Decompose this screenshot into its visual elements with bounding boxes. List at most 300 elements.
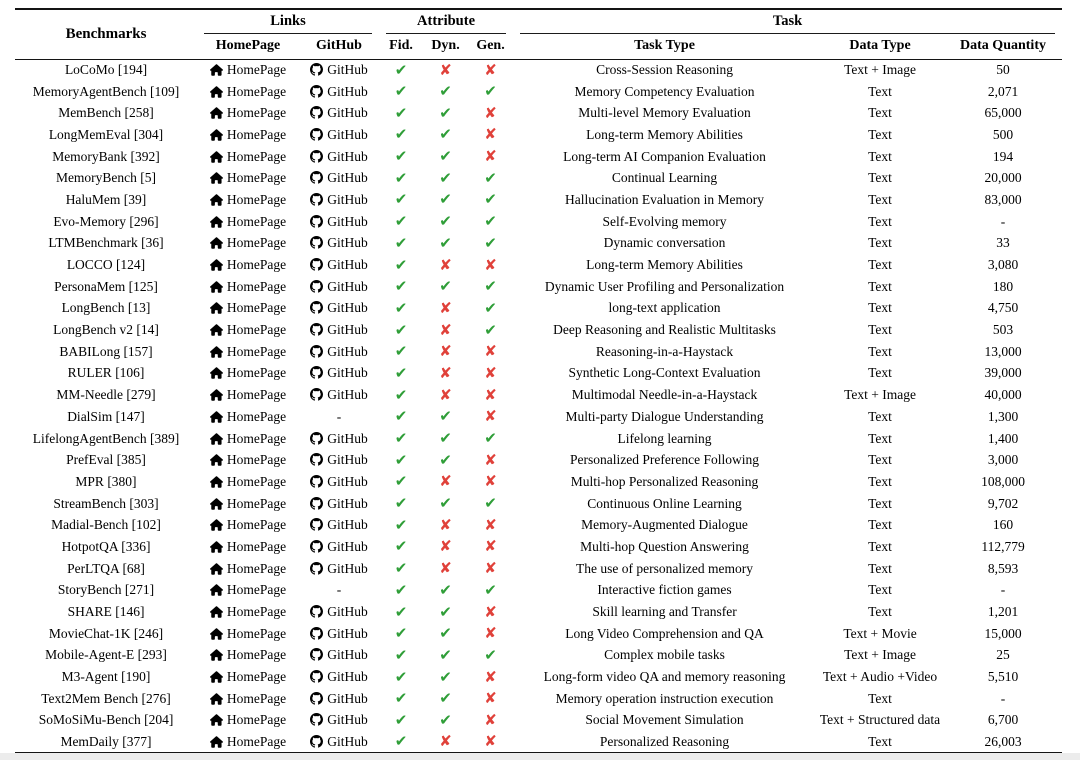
homepage-cell [197, 493, 299, 515]
homepage-link[interactable] [210, 474, 286, 489]
github-cell [299, 471, 379, 493]
data-quantity: 500 [992, 126, 1014, 142]
fid-mark-check: ✔ [394, 689, 408, 708]
github-link[interactable] [310, 62, 368, 77]
homepage-cell [197, 124, 299, 146]
github-link[interactable] [310, 387, 368, 402]
fid-mark-check: ✔ [394, 125, 408, 144]
homepage-link-label: HomePage [226, 213, 287, 229]
benchmark-name: MemDaily [377] [60, 733, 152, 749]
home-icon [210, 237, 223, 249]
home-icon [210, 476, 223, 488]
homepage-link[interactable] [210, 561, 286, 576]
github-link-label: GitHub [327, 191, 368, 207]
data-quantity: 3,000 [987, 452, 1019, 468]
task-type: Long-term Memory Abilities [586, 126, 743, 142]
table-row [15, 688, 1062, 710]
data-quantity: 65,000 [984, 105, 1022, 121]
github-icon [310, 518, 323, 531]
benchmark-name: LoCoMo [194] [64, 62, 148, 78]
page-bottom-edge [0, 753, 1080, 760]
homepage-link[interactable] [210, 257, 286, 272]
gen-mark-cross: ✘ [484, 342, 497, 361]
github-link-label: GitHub [327, 126, 368, 142]
gen-mark-check: ✔ [484, 190, 497, 209]
github-link-label: GitHub [327, 213, 368, 229]
gen-mark-cross: ✘ [484, 602, 497, 621]
homepage-link[interactable] [210, 300, 286, 315]
fid-mark-check: ✔ [394, 645, 408, 664]
homepage-link-label: HomePage [226, 235, 287, 251]
home-icon [210, 194, 223, 206]
table-row [15, 710, 1062, 732]
homepage-cell [197, 449, 299, 471]
homepage-link-label: HomePage [226, 452, 287, 468]
github-icon [310, 63, 323, 76]
data-type: Text [868, 126, 892, 142]
task-type: Reasoning-in-a-Haystack [595, 343, 734, 359]
data-type: Text [868, 170, 892, 186]
data-type: Text [868, 452, 892, 468]
data-type: Text [868, 83, 892, 99]
homepage-link[interactable] [210, 170, 286, 185]
table-row [15, 666, 1062, 688]
table-row [15, 645, 1062, 667]
homepage-link[interactable] [210, 214, 286, 229]
homepage-link[interactable] [210, 279, 286, 294]
fid-mark-check: ✔ [394, 602, 408, 621]
homepage-link-label: HomePage [226, 105, 287, 121]
data-quantity: - [1000, 582, 1006, 598]
github-link[interactable] [310, 626, 368, 641]
data-type: Text [868, 365, 892, 381]
benchmark-name: LTMBenchmark [36] [48, 235, 164, 251]
gen-mark-check: ✔ [484, 277, 497, 296]
dyn-mark-check: ✔ [439, 710, 452, 729]
dyn-mark-check: ✔ [439, 103, 452, 122]
github-cell [299, 59, 379, 81]
github-icon [310, 150, 323, 163]
github-cell [299, 601, 379, 623]
table-row [15, 384, 1062, 406]
homepage-link-label: HomePage [226, 343, 287, 359]
task-type: Interactive fiction games [597, 582, 732, 598]
homepage-cell [197, 341, 299, 363]
benchmark-table [15, 8, 1062, 754]
data-type: Text + Movie [843, 625, 917, 641]
home-icon [210, 324, 223, 336]
data-type: Text + Image [844, 62, 916, 78]
homepage-link[interactable] [210, 517, 286, 532]
dyn-mark-cross: ✘ [439, 385, 452, 404]
github-link[interactable] [310, 691, 368, 706]
home-icon [210, 606, 223, 618]
data-quantity: 40,000 [984, 387, 1022, 403]
data-type: Text [868, 560, 892, 576]
dyn-mark-check: ✔ [439, 82, 452, 101]
home-icon [210, 259, 223, 271]
fid-mark-check: ✔ [394, 233, 408, 252]
homepage-link-label: HomePage [226, 322, 287, 338]
column-group-task-label: Task [520, 11, 1055, 34]
github-link[interactable] [310, 105, 368, 120]
homepage-link[interactable] [210, 105, 286, 120]
home-icon [210, 649, 223, 661]
dyn-mark-cross: ✘ [439, 320, 452, 339]
benchmark-name: PerLTQA [68] [67, 560, 145, 576]
data-quantity: 33 [996, 235, 1010, 251]
dyn-mark-check: ✔ [439, 667, 452, 686]
github-icon [310, 475, 323, 488]
github-icon [310, 562, 323, 575]
dyn-mark-check: ✔ [439, 233, 452, 252]
github-cell [299, 493, 379, 515]
data-quantity: 2,071 [987, 83, 1019, 99]
home-icon [210, 107, 223, 119]
github-link[interactable] [310, 712, 368, 727]
gen-mark-cross: ✘ [484, 472, 497, 491]
github-link[interactable] [310, 149, 368, 164]
homepage-link[interactable] [210, 647, 286, 662]
data-type: Text [868, 213, 892, 229]
fid-mark-check: ✔ [394, 60, 408, 79]
homepage-link[interactable] [210, 604, 286, 619]
github-link[interactable] [310, 170, 368, 185]
homepage-link[interactable] [210, 322, 286, 337]
github-cell [299, 623, 379, 645]
github-cell [299, 124, 379, 146]
table-row [15, 81, 1062, 103]
benchmark-name: LifelongAgentBench [389] [32, 430, 180, 446]
github-icon [310, 323, 323, 336]
fid-mark-check: ✔ [394, 103, 408, 122]
dyn-mark-cross: ✘ [439, 537, 452, 556]
table-row [15, 124, 1062, 146]
github-link-label: GitHub [327, 733, 368, 749]
home-icon [210, 411, 223, 423]
fid-mark-check: ✔ [394, 255, 408, 274]
homepage-link[interactable] [210, 431, 286, 446]
home-icon [210, 541, 223, 553]
benchmark-name: LongMemEval [304] [48, 126, 164, 142]
fid-mark-check: ✔ [394, 450, 408, 469]
homepage-link-label: HomePage [226, 733, 287, 749]
data-quantity: - [1000, 690, 1006, 706]
github-cell [299, 363, 379, 385]
dyn-mark-cross: ✘ [439, 255, 452, 274]
benchmark-name: MemoryBench [5] [55, 170, 157, 186]
table-body [15, 59, 1062, 753]
github-icon [310, 670, 323, 683]
data-quantity: 26,003 [984, 733, 1022, 749]
task-type: Long Video Comprehension and QA [565, 625, 764, 641]
github-link-label: GitHub [327, 647, 368, 663]
column-group-attribute-label: Attribute [386, 11, 506, 34]
github-link[interactable] [310, 539, 368, 554]
gen-mark-cross: ✘ [484, 515, 497, 534]
table-row [15, 493, 1062, 515]
homepage-cell [197, 211, 299, 233]
dyn-mark-check: ✔ [439, 147, 452, 166]
table-row [15, 406, 1062, 428]
github-link[interactable] [310, 431, 368, 446]
benchmark-name: MemoryBank [392] [52, 148, 160, 164]
homepage-link[interactable] [210, 626, 286, 641]
data-type: Text [868, 604, 892, 620]
homepage-cell [197, 406, 299, 428]
homepage-link[interactable] [210, 149, 286, 164]
dyn-mark-cross: ✘ [439, 732, 452, 751]
homepage-link-label: HomePage [226, 62, 287, 78]
data-quantity: 8,593 [987, 560, 1019, 576]
homepage-cell [197, 731, 299, 753]
dyn-mark-cross: ✘ [439, 472, 452, 491]
github-link[interactable] [310, 365, 368, 380]
dyn-mark-cross: ✘ [439, 342, 452, 361]
dyn-mark-cross: ✘ [439, 298, 452, 317]
column-header-data-quantity: Data Quantity [944, 34, 1062, 59]
gen-mark-check: ✔ [484, 494, 497, 513]
github-cell [299, 645, 379, 667]
home-icon [210, 346, 223, 358]
data-quantity: 108,000 [981, 473, 1025, 489]
dyn-mark-check: ✔ [439, 168, 452, 187]
github-icon [310, 128, 323, 141]
homepage-link[interactable] [210, 539, 286, 554]
gen-mark-cross: ✘ [484, 255, 497, 274]
github-icon [310, 735, 323, 748]
homepage-link-label: HomePage [226, 690, 287, 706]
github-link[interactable] [310, 474, 368, 489]
data-type: Text [868, 430, 892, 446]
github-link-label: GitHub [327, 83, 368, 99]
github-link[interactable] [310, 344, 368, 359]
github-icon [310, 258, 323, 271]
dyn-mark-check: ✔ [439, 212, 452, 231]
task-type: Complex mobile tasks [604, 647, 725, 663]
homepage-link-label: HomePage [226, 408, 287, 424]
benchmark-name: Text2Mem Bench [276] [41, 690, 171, 706]
homepage-link[interactable] [210, 582, 286, 597]
data-quantity: 1,400 [987, 430, 1019, 446]
github-link[interactable] [310, 734, 368, 749]
github-icon [310, 366, 323, 379]
home-icon [210, 151, 223, 163]
home-icon [210, 498, 223, 510]
github-icon [310, 627, 323, 640]
gen-mark-cross: ✘ [484, 147, 497, 166]
table-row [15, 254, 1062, 276]
github-link[interactable] [310, 496, 368, 511]
homepage-link[interactable] [210, 669, 286, 684]
github-link[interactable] [310, 647, 368, 662]
github-link[interactable] [310, 561, 368, 576]
fid-mark-check: ✔ [394, 472, 408, 491]
task-type: Long-term Memory Abilities [586, 257, 743, 273]
benchmark-name: Madial-Bench [102] [51, 517, 161, 533]
dyn-mark-check: ✔ [439, 125, 452, 144]
github-icon [310, 432, 323, 445]
homepage-cell [197, 276, 299, 298]
gen-mark-check: ✔ [484, 233, 497, 252]
gen-mark-cross: ✘ [484, 125, 497, 144]
fid-mark-check: ✔ [394, 298, 408, 317]
github-link[interactable] [310, 300, 368, 315]
fid-mark-check: ✔ [394, 515, 408, 534]
column-header-fid: Fid. [379, 34, 423, 59]
task-type: The use of personalized memory [576, 560, 753, 576]
fid-mark-check: ✔ [394, 429, 408, 448]
gen-mark-cross: ✘ [484, 732, 497, 751]
github-icon [310, 106, 323, 119]
table-row [15, 189, 1062, 211]
dyn-mark-cross: ✘ [439, 363, 452, 382]
homepage-cell [197, 688, 299, 710]
github-link-label: GitHub [327, 669, 368, 685]
data-type: Text [868, 538, 892, 554]
github-icon [310, 648, 323, 661]
data-quantity: 25 [996, 647, 1010, 663]
homepage-link-label: HomePage [226, 278, 287, 294]
github-link[interactable] [310, 669, 368, 684]
benchmark-name: MemBench [258] [58, 105, 154, 121]
home-icon [210, 389, 223, 401]
github-link[interactable] [310, 235, 368, 250]
homepage-link[interactable] [210, 84, 286, 99]
data-type: Text [868, 278, 892, 294]
data-quantity: 3,080 [987, 257, 1019, 273]
homepage-link[interactable] [210, 344, 286, 359]
github-link[interactable] [310, 604, 368, 619]
task-type: Memory Competency Evaluation [574, 83, 755, 99]
task-type: Dynamic conversation [603, 235, 726, 251]
homepage-cell [197, 428, 299, 450]
homepage-cell [197, 59, 299, 81]
github-link[interactable] [310, 452, 368, 467]
homepage-cell [197, 167, 299, 189]
homepage-cell [197, 710, 299, 732]
table-row [15, 601, 1062, 623]
homepage-cell [197, 384, 299, 406]
github-icon [310, 301, 323, 314]
data-quantity: 50 [996, 62, 1010, 78]
home-icon [210, 736, 223, 748]
gen-mark-cross: ✘ [484, 559, 497, 578]
task-type: Long-term AI Companion Evaluation [563, 148, 766, 164]
github-link[interactable] [310, 127, 368, 142]
github-link-label: GitHub [327, 690, 368, 706]
github-link[interactable] [310, 257, 368, 272]
github-link[interactable] [310, 84, 368, 99]
data-quantity: 9,702 [987, 495, 1019, 511]
homepage-cell [197, 102, 299, 124]
github-link-label: GitHub [327, 278, 368, 294]
github-icon [310, 388, 323, 401]
homepage-link[interactable] [210, 712, 286, 727]
gen-mark-cross: ✘ [484, 667, 497, 686]
github-link-label: GitHub [327, 62, 368, 78]
homepage-link[interactable] [210, 409, 286, 424]
github-link[interactable] [310, 279, 368, 294]
github-icon [310, 236, 323, 249]
column-header-dyn: Dyn. [423, 34, 468, 59]
homepage-link[interactable] [210, 235, 286, 250]
dyn-mark-check: ✔ [439, 645, 452, 664]
github-link[interactable] [310, 517, 368, 532]
github-icon [310, 605, 323, 618]
homepage-link[interactable] [210, 691, 286, 706]
data-type: Text [868, 733, 892, 749]
column-header-benchmarks: Benchmarks [15, 9, 197, 59]
task-type: Personalized Preference Following [570, 452, 759, 468]
homepage-link[interactable] [210, 496, 286, 511]
fid-mark-check: ✔ [394, 147, 408, 166]
home-icon [210, 216, 223, 228]
homepage-link[interactable] [210, 452, 286, 467]
github-cell [299, 102, 379, 124]
github-cell [299, 81, 379, 103]
github-link-label: GitHub [327, 148, 368, 164]
table-row [15, 319, 1062, 341]
gen-mark-check: ✔ [484, 298, 497, 317]
homepage-link[interactable] [210, 192, 286, 207]
homepage-link-label: HomePage [226, 712, 287, 728]
homepage-link[interactable] [210, 127, 286, 142]
github-cell [299, 298, 379, 320]
table-row [15, 428, 1062, 450]
dyn-mark-check: ✔ [439, 407, 452, 426]
data-quantity: 1,201 [987, 604, 1019, 620]
homepage-cell [197, 471, 299, 493]
github-link[interactable] [310, 322, 368, 337]
table-row [15, 558, 1062, 580]
gen-mark-cross: ✘ [484, 407, 497, 426]
data-quantity: 160 [992, 517, 1014, 533]
gen-mark-check: ✔ [484, 82, 497, 101]
gen-mark-cross: ✘ [484, 385, 497, 404]
gen-mark-check: ✔ [484, 429, 497, 448]
homepage-link-label: HomePage [226, 669, 287, 685]
github-link[interactable] [310, 214, 368, 229]
gen-mark-cross: ✘ [484, 710, 497, 729]
data-quantity: 180 [992, 278, 1014, 294]
github-cell [299, 514, 379, 536]
homepage-link[interactable] [210, 62, 286, 77]
github-link-label: GitHub [327, 387, 368, 403]
task-type: Multi-hop Question Answering [580, 538, 749, 554]
homepage-link[interactable] [210, 734, 286, 749]
data-type: Text [868, 148, 892, 164]
homepage-link-label: HomePage [226, 495, 287, 511]
github-cell [299, 710, 379, 732]
benchmark-name: SoMoSiMu-Bench [204] [38, 712, 174, 728]
homepage-cell [197, 558, 299, 580]
github-cell [299, 146, 379, 168]
homepage-link-label: HomePage [226, 625, 287, 641]
github-link-label: GitHub [327, 712, 368, 728]
fid-mark-check: ✔ [394, 494, 408, 513]
fid-mark-check: ✔ [394, 710, 408, 729]
homepage-link[interactable] [210, 365, 286, 380]
github-link[interactable] [310, 192, 368, 207]
github-link-label: GitHub [327, 517, 368, 533]
github-link-missing: - [336, 408, 342, 424]
github-icon [310, 692, 323, 705]
task-type: Self-Evolving memory [602, 213, 727, 229]
homepage-link[interactable] [210, 387, 286, 402]
homepage-link-label: HomePage [226, 560, 287, 576]
fid-mark-check: ✔ [394, 559, 408, 578]
